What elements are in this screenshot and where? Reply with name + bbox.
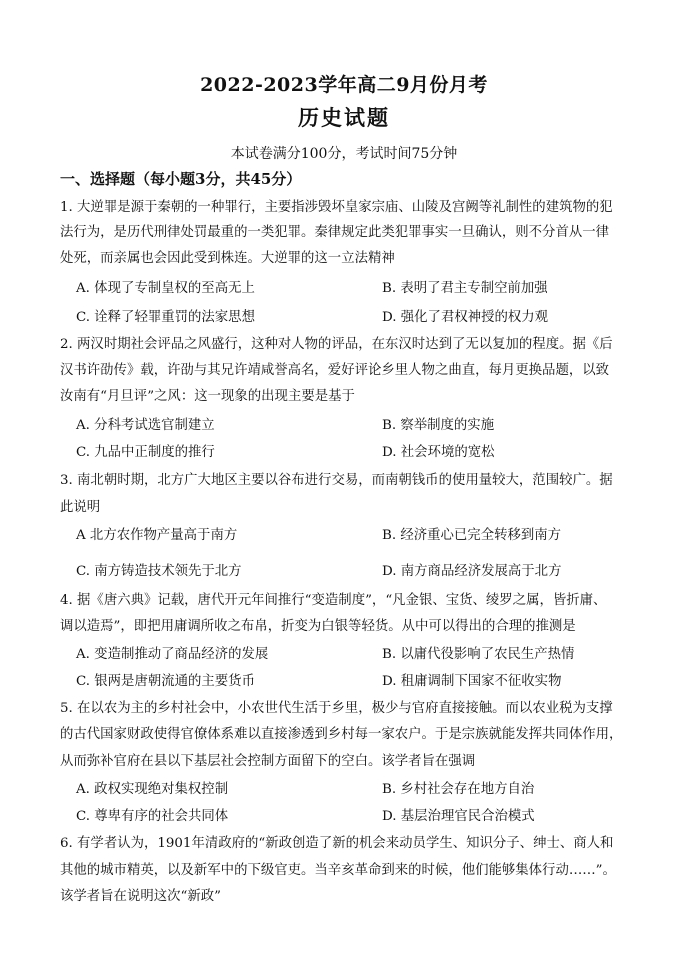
q2-option-c: C. 九品中正制度的推行 (76, 445, 215, 460)
q4-option-b: B. 以庸代役影响了农民生产热情 (382, 647, 575, 662)
q3-option-b: B. 经济重心已完全转移到南方 (382, 528, 562, 543)
exam-info: 本试卷满分100分，考试时间75分钟 (230, 146, 458, 162)
q3-stem-line: 3. 南北朝时期，北方广大地区主要以谷布进行交易，而南朝钱币的使用量较大，范围较广。据 (60, 473, 613, 488)
q6-stem-line: 该学者旨在说明这次“新政” (60, 889, 221, 904)
q5-option-b: B. 乡村社会存在地方自治 (382, 782, 535, 797)
section-title: 一、选择题（每小题3分，共45分） (60, 170, 302, 188)
q1-option-d: D. 强化了君权神授的权力观 (382, 310, 549, 325)
q1-option-c: C. 诠释了轻罪重罚的法家思想 (76, 310, 255, 325)
q6-stem-line: 其他的城市精英，以及新军中的下级官吏。当辛亥革命到来的时候，他们能够集体行动……”。 (60, 863, 616, 878)
q4-stem-line: 4. 据《唐六典》记载，唐代开元年间推行“变造制度”，“凡金银、宝货、绫罗之属，皆折庸、 (60, 593, 607, 608)
q3-option-c: C. 南方铸造技术领先于北方 (76, 564, 242, 579)
q2-stem-line: 汉书许劭传》载，许劭与其兄许靖咸誉高名，爱好评论乡里人物之曲直，每月更换品题，以致 (60, 363, 610, 378)
q5-option-a: A. 政权实现绝对集权控制 (76, 782, 229, 797)
subject-title: 历史试题 (298, 105, 390, 130)
q3-option-a: A 北方农作物产量高于南方 (76, 528, 238, 543)
q5-stem-line: 的古代国家财政使得官僚体系难以直接渗透到乡村每一家农户。于是宗族就能发挥共同体作用， (60, 727, 623, 742)
exam-title: 2022-2023学年高二9月份月考 (200, 74, 488, 96)
q5-stem-line: 从而弥补官府在县以下基层社会控制方面留下的空白。该学者旨在强调 (60, 754, 476, 769)
q2-stem-line: 汝南有“月旦评”之风：这一现象的出现主要是基于 (60, 389, 355, 404)
q2-option-b: B. 察举制度的实施 (382, 418, 495, 433)
q5-stem-line: 5. 在以农为主的乡村社会中，小农世代生活于乡里，极少与官府直接接触。而以农业税为支撑 (60, 701, 613, 716)
q1-stem-line: 1. 大逆罪是源于秦朝的一种罪行，主要指涉毁坏皇家宗庙、山陵及宫阙等礼制性的建筑物的犯 (60, 200, 613, 215)
q2-option-a: A. 分科考试选官制建立 (76, 418, 215, 433)
q5-option-c: C. 尊卑有序的社会共同体 (76, 809, 229, 824)
q1-stem-line: 法行为，是历代刑律处罚最重的一类犯罪。秦律规定此类犯罪事实一旦确认，则不分首从一律 (60, 225, 610, 240)
q1-stem-line: 处死，而亲属也会因此受到株连。大逆罪的这一立法精神 (60, 251, 395, 266)
q4-stem-line: 调以造焉”，即把用庸调所收之布帛，折变为白银等轻货。从中可以得出的合理的推测是 (60, 619, 576, 634)
q3-stem-line: 此说明 (60, 500, 101, 515)
q1-option-b: B. 表明了君主专制空前加强 (382, 281, 548, 296)
q5-option-d: D. 基层治理官民合治模式 (382, 809, 535, 824)
q4-option-d: D. 租庸调制下国家不征收实物 (382, 674, 562, 689)
q1-option-a: A. 体现了专制皇权的至高无上 (76, 281, 255, 296)
q2-option-d: D. 社会环境的宽松 (382, 445, 495, 460)
q4-option-c: C. 银两是唐朝流通的主要货币 (76, 674, 255, 689)
q2-stem-line: 2. 两汉时期社会评品之风盛行，这种对人物的评品，在东汉时达到了无以复加的程度。据《后 (60, 337, 613, 352)
q3-option-d: D. 南方商品经济发展高于北方 (382, 564, 562, 579)
q4-option-a: A. 变造制推动了商品经济的发展 (76, 647, 269, 662)
q6-stem-line: 6. 有学者认为，1901年清政府的“新政创造了新的机会来动员学生、知识分子、绅士、商人和 (60, 836, 614, 851)
